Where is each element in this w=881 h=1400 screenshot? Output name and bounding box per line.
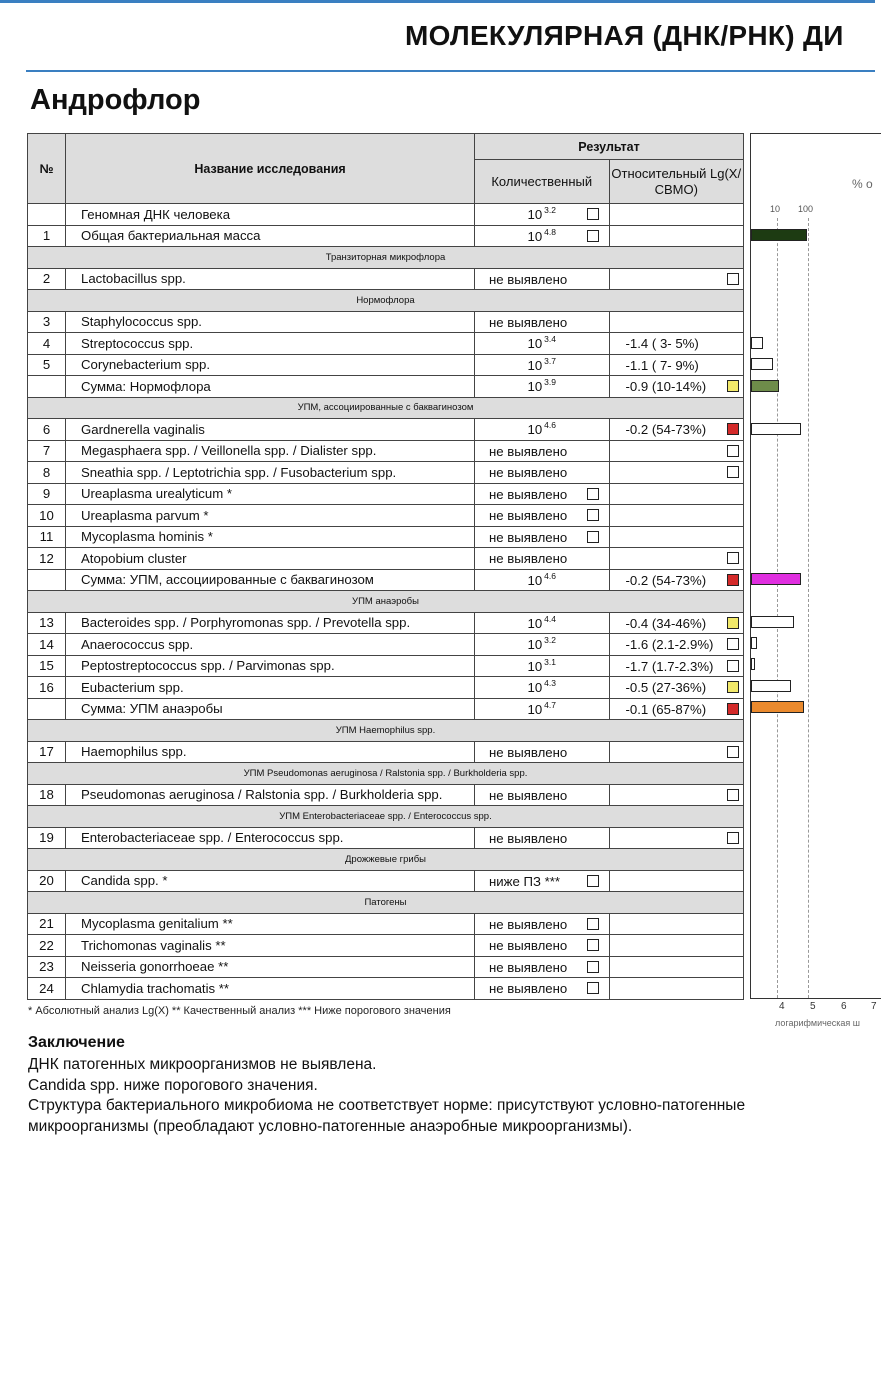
quant-cell	[475, 677, 610, 699]
quant-exponent: 3.4	[544, 334, 556, 344]
chart-tick-label: 4	[779, 1001, 785, 1012]
quant-text: не выявлено	[489, 830, 568, 846]
test-name: Staphylococcus spp.	[66, 311, 475, 333]
quant-cell	[475, 913, 610, 935]
page-header-title: МОЛЕКУЛЯРНАЯ (ДНК/РНК) ДИ	[405, 20, 844, 51]
rel-indicator	[727, 552, 739, 564]
table-row	[28, 870, 744, 892]
rel-cell	[609, 655, 744, 677]
quant-base: 10	[527, 336, 543, 351]
rel-value: -0.4 (34-46%)	[625, 615, 707, 631]
row-number	[28, 204, 66, 226]
quant-cell	[475, 827, 610, 849]
quant-cell	[475, 505, 610, 527]
quant-value	[475, 680, 609, 695]
table-row	[28, 376, 744, 398]
quant-checkbox	[587, 875, 599, 887]
table-row	[28, 569, 744, 591]
rel-value: -0.9 (10-14%)	[625, 379, 707, 394]
quant-base: 10	[527, 615, 543, 631]
chart-top-label-10: 10	[770, 204, 781, 214]
table-row	[28, 827, 744, 849]
test-name: Corynebacterium spp.	[66, 354, 475, 376]
quant-text: не выявлено	[489, 938, 568, 953]
table-row	[28, 204, 744, 226]
test-name: Peptostreptococcus spp. / Parvimonas spp.	[66, 655, 475, 677]
row-number: 22	[28, 935, 66, 957]
quant-checkbox	[587, 230, 599, 242]
rel-cell	[609, 935, 744, 957]
rel-indicator	[727, 832, 739, 844]
chart-bar	[751, 637, 757, 649]
quant-text: не выявлено	[489, 744, 568, 760]
chart-bar	[751, 337, 763, 349]
chart-bar	[751, 423, 801, 435]
table-row	[28, 978, 744, 1000]
rel-cell	[609, 827, 744, 849]
rel-indicator	[727, 380, 739, 392]
row-number	[28, 376, 66, 398]
quant-cell	[475, 483, 610, 505]
test-name: Mycoplasma hominis *	[66, 526, 475, 548]
rel-cell	[609, 569, 744, 591]
table-row	[28, 655, 744, 677]
table-row	[28, 913, 744, 935]
chart-bar	[751, 573, 801, 585]
table-row	[28, 225, 744, 247]
rel-cell	[609, 913, 744, 935]
chart-bar	[751, 658, 755, 670]
quant-value	[475, 637, 609, 652]
row-number: 1	[28, 225, 66, 247]
section-row	[28, 849, 744, 871]
chart-top-label-100: 100	[798, 204, 814, 214]
footnote: * Абсолютный анализ Lg(X) ** Качественный анализ *** Ниже порогового значения	[28, 1005, 451, 1017]
top-accent-line	[0, 0, 875, 3]
quant-text: не выявлено	[489, 916, 568, 932]
quant-text: не выявлено	[489, 486, 568, 502]
rel-value: -0.1 (65-87%)	[625, 701, 707, 717]
quant-exponent: 3.2	[544, 205, 556, 215]
col-header-rel: Относительный Lg(X/СВМО)	[609, 160, 744, 204]
test-name: Ureaplasma urealyticum *	[66, 483, 475, 505]
quant-cell	[475, 655, 610, 677]
rel-value: -1.7 (1.7-2.3%)	[625, 658, 714, 674]
row-number: 23	[28, 956, 66, 978]
rel-cell	[609, 354, 744, 376]
row-number: 17	[28, 741, 66, 763]
quant-value	[475, 422, 609, 437]
section-label: УПМ Pseudomonas aeruginosa / Ralstonia spp. / Burkholderia spp.	[28, 763, 744, 785]
section-label: Транзиторная микрофлора	[28, 247, 744, 269]
quant-cell	[475, 354, 610, 376]
section-row	[28, 806, 744, 828]
quant-cell	[475, 419, 610, 441]
quant-cell	[475, 935, 610, 957]
quant-value	[475, 379, 609, 394]
rel-cell	[609, 483, 744, 505]
row-number: 20	[28, 870, 66, 892]
results-table	[27, 133, 744, 1000]
row-number	[28, 698, 66, 720]
row-number: 6	[28, 419, 66, 441]
quant-checkbox	[587, 208, 599, 220]
quant-cell	[475, 698, 610, 720]
table-row	[28, 548, 744, 570]
table-row	[28, 483, 744, 505]
quant-text: не выявлено	[489, 551, 568, 566]
section-row	[28, 247, 744, 269]
test-name: Mycoplasma genitalium **	[66, 913, 475, 935]
quant-checkbox	[587, 488, 599, 500]
quant-cell	[475, 376, 610, 398]
quant-exponent: 4.3	[544, 678, 556, 688]
quant-cell	[475, 462, 610, 484]
row-number: 5	[28, 354, 66, 376]
page-title: Андрофлор	[30, 84, 201, 116]
conclusion-title: Заключение	[28, 1034, 125, 1051]
quant-cell	[475, 569, 610, 591]
rel-cell	[609, 634, 744, 656]
conclusion-line: Candida spp. ниже порогового значения.	[28, 1076, 318, 1094]
rel-indicator	[727, 789, 739, 801]
section-label: УПМ Haemophilus spp.	[28, 720, 744, 742]
row-number: 9	[28, 483, 66, 505]
section-row	[28, 290, 744, 312]
test-name: Enterobacteriaceae spp. / Enterococcus spp.	[66, 827, 475, 849]
rel-value: -1.4 ( 3- 5%)	[625, 336, 699, 351]
chart-tick-label: 5	[810, 1001, 816, 1012]
row-number: 4	[28, 333, 66, 355]
table-row	[28, 741, 744, 763]
quant-cell	[475, 225, 610, 247]
quant-text: не выявлено	[489, 787, 568, 803]
row-number: 19	[28, 827, 66, 849]
quant-base: 10	[527, 572, 543, 588]
quant-cell	[475, 956, 610, 978]
rel-cell	[609, 333, 744, 355]
quant-text: не выявлено	[489, 443, 568, 459]
header-divider	[26, 70, 875, 72]
section-label: Патогены	[28, 892, 744, 914]
table-row	[28, 462, 744, 484]
quant-base: 10	[527, 357, 543, 373]
table-row	[28, 612, 744, 634]
chart-frame	[750, 133, 881, 999]
quant-exponent: 4.4	[544, 613, 556, 624]
quant-cell	[475, 440, 610, 462]
rel-cell	[609, 311, 744, 333]
section-row	[28, 397, 744, 419]
conclusion-line: ДНК патогенных микроорганизмов не выявлена.	[28, 1056, 377, 1073]
table-row	[28, 268, 744, 290]
section-label: Дрожжевые грибы	[28, 849, 744, 871]
table-row	[28, 419, 744, 441]
quant-checkbox	[587, 918, 599, 930]
quant-exponent: 3.7	[544, 355, 556, 366]
test-name: Gardnerella vaginalis	[66, 419, 475, 441]
quant-text: не выявлено	[489, 465, 568, 480]
quant-exponent: 4.6	[544, 420, 556, 430]
test-name: Сумма: УПМ анаэробы	[66, 698, 475, 720]
row-number: 21	[28, 913, 66, 935]
rel-cell	[609, 462, 744, 484]
quant-text: не выявлено	[489, 271, 568, 287]
section-label: УПМ, ассоциированные с баквагинозом	[28, 397, 744, 419]
test-name: Trichomonas vaginalis **	[66, 935, 475, 957]
rel-value: -0.2 (54-73%)	[625, 422, 707, 437]
rel-cell	[609, 698, 744, 720]
rel-indicator	[727, 617, 739, 629]
row-number: 18	[28, 784, 66, 806]
rel-cell	[609, 978, 744, 1000]
row-number: 14	[28, 634, 66, 656]
table-row	[28, 956, 744, 978]
col-header-num: №	[28, 134, 66, 204]
table-row	[28, 440, 744, 462]
test-name: Eubacterium spp.	[66, 677, 475, 699]
row-number: 10	[28, 505, 66, 527]
quant-base: 10	[527, 228, 543, 244]
test-name: Haemophilus spp.	[66, 741, 475, 763]
test-name: Neisseria gonorrhoeae **	[66, 956, 475, 978]
quant-text: не выявлено	[489, 314, 568, 330]
chart-bar	[751, 358, 773, 370]
rel-indicator	[727, 445, 739, 457]
quant-value	[475, 613, 609, 631]
section-row	[28, 763, 744, 785]
row-number: 12	[28, 548, 66, 570]
quant-cell	[475, 548, 610, 570]
chart-tick-label: 6	[841, 1001, 847, 1012]
rel-cell	[609, 440, 744, 462]
quant-value	[475, 336, 609, 351]
quant-checkbox	[587, 509, 599, 521]
test-name: Геномная ДНК человека	[66, 204, 475, 226]
quant-base: 10	[527, 637, 543, 652]
rel-cell	[609, 268, 744, 290]
rel-value: -0.5 (27-36%)	[625, 680, 707, 695]
quant-base: 10	[527, 207, 543, 222]
chart-tick-label: 7	[871, 1001, 877, 1012]
test-name: Sneathia spp. / Leptotrichia spp. / Fusobacterium spp.	[66, 462, 475, 484]
quant-cell	[475, 784, 610, 806]
test-name: Atopobium cluster	[66, 548, 475, 570]
row-number: 24	[28, 978, 66, 1000]
test-name: Ureaplasma parvum *	[66, 505, 475, 527]
rel-cell	[609, 376, 744, 398]
test-name: Pseudomonas aeruginosa / Ralstonia spp. / Burkholderia spp.	[66, 784, 475, 806]
rel-indicator	[727, 746, 739, 758]
rel-indicator	[727, 466, 739, 478]
test-name: Сумма: Нормофлора	[66, 376, 475, 398]
table-row	[28, 505, 744, 527]
row-number: 2	[28, 268, 66, 290]
row-number	[28, 569, 66, 591]
rel-cell	[609, 225, 744, 247]
quant-checkbox	[587, 939, 599, 951]
rel-indicator	[727, 703, 739, 715]
quant-cell	[475, 268, 610, 290]
table-row	[28, 354, 744, 376]
rel-cell	[609, 204, 744, 226]
quant-cell	[475, 333, 610, 355]
table-row	[28, 634, 744, 656]
chart-gridline	[808, 218, 809, 998]
table-row	[28, 784, 744, 806]
results-body	[28, 204, 744, 1000]
rel-cell	[609, 956, 744, 978]
chart-bar	[751, 616, 794, 628]
table-row	[28, 677, 744, 699]
test-name: Candida spp. *	[66, 870, 475, 892]
table-row	[28, 935, 744, 957]
quant-cell	[475, 870, 610, 892]
test-name: Сумма: УПМ, ассоциированные с баквагинозом	[66, 569, 475, 591]
conclusion-line: Структура бактериального микробиома не соответствует норме: присутствуют условно-патогенные микроорганизмы (преобладают условно-патогенные анаэробные микроорганизмы).	[28, 1097, 746, 1135]
chart-bar	[751, 701, 804, 713]
chart-axis-label: логарифмическая ш	[775, 1018, 861, 1028]
row-number: 8	[28, 462, 66, 484]
rel-cell	[609, 526, 744, 548]
quant-base: 10	[527, 379, 543, 394]
quant-base: 10	[527, 680, 543, 695]
quant-text: ниже ПЗ ***	[489, 873, 560, 889]
row-number: 13	[28, 612, 66, 634]
test-name: Streptococcus spp.	[66, 333, 475, 355]
quant-exponent: 4.6	[544, 570, 556, 581]
rel-value: -1.1 ( 7- 9%)	[625, 357, 699, 373]
table-row	[28, 333, 744, 355]
quant-checkbox	[587, 961, 599, 973]
quant-text: не выявлено	[489, 529, 568, 545]
quant-value	[475, 656, 609, 674]
rel-indicator	[727, 660, 739, 672]
chart-bar	[751, 380, 779, 392]
test-name: Bacteroides spp. / Porphyromonas spp. / Prevotella spp.	[66, 612, 475, 634]
test-name: Megasphaera spp. / Veillonella spp. / Dialister spp.	[66, 440, 475, 462]
rel-cell	[609, 870, 744, 892]
chart-bar	[751, 229, 807, 241]
quant-cell	[475, 612, 610, 634]
quant-exponent: 3.1	[544, 656, 556, 667]
rel-value: -1.6 (2.1-2.9%)	[625, 637, 714, 652]
chart-bar	[751, 680, 791, 692]
quant-cell	[475, 204, 610, 226]
quant-exponent: 3.2	[544, 635, 556, 645]
quant-exponent: 3.9	[544, 377, 556, 387]
col-header-result: Результат	[475, 134, 744, 160]
section-row	[28, 591, 744, 613]
col-header-name: Название исследования	[66, 134, 475, 204]
col-header-quant: Количественный	[475, 160, 610, 204]
quant-text: не выявлено	[489, 508, 568, 523]
quant-cell	[475, 311, 610, 333]
chart-gridline	[777, 218, 778, 998]
rel-indicator	[727, 681, 739, 693]
test-name: Anaerococcus spp.	[66, 634, 475, 656]
table-row	[28, 698, 744, 720]
rel-cell	[609, 505, 744, 527]
table-row	[28, 526, 744, 548]
section-label: УПМ Enterobacteriaceae spp. / Enterococcus spp.	[28, 806, 744, 828]
quant-cell	[475, 526, 610, 548]
row-number: 11	[28, 526, 66, 548]
quant-text: не выявлено	[489, 981, 568, 996]
test-name: Lactobacillus spp.	[66, 268, 475, 290]
quant-value	[475, 699, 609, 717]
quant-value	[475, 355, 609, 373]
rel-indicator	[727, 423, 739, 435]
quant-base: 10	[527, 658, 543, 674]
rel-indicator	[727, 638, 739, 650]
test-name: Общая бактериальная масса	[66, 225, 475, 247]
quant-exponent: 4.7	[544, 699, 556, 710]
quant-checkbox	[587, 982, 599, 994]
conclusion-text	[28, 1055, 868, 1137]
test-name: Chlamydia trachomatis **	[66, 978, 475, 1000]
row-number: 16	[28, 677, 66, 699]
quant-base: 10	[527, 422, 543, 437]
quant-cell	[475, 741, 610, 763]
table-row	[28, 311, 744, 333]
rel-cell	[609, 741, 744, 763]
section-row	[28, 720, 744, 742]
quant-exponent: 4.8	[544, 226, 556, 237]
rel-cell	[609, 784, 744, 806]
row-number: 7	[28, 440, 66, 462]
chart-percent-label: % о	[852, 177, 873, 191]
row-number: 15	[28, 655, 66, 677]
section-label: Нормофлора	[28, 290, 744, 312]
rel-value: -0.2 (54-73%)	[625, 572, 707, 588]
rel-cell	[609, 419, 744, 441]
quant-base: 10	[527, 701, 543, 717]
rel-cell	[609, 548, 744, 570]
row-number: 3	[28, 311, 66, 333]
quant-text: не выявлено	[489, 959, 568, 975]
rel-cell	[609, 677, 744, 699]
section-label: УПМ анаэробы	[28, 591, 744, 613]
quant-checkbox	[587, 531, 599, 543]
quant-cell	[475, 634, 610, 656]
rel-indicator	[727, 574, 739, 586]
rel-cell	[609, 612, 744, 634]
section-row	[28, 892, 744, 914]
rel-indicator	[727, 273, 739, 285]
quant-cell	[475, 978, 610, 1000]
quant-value	[475, 570, 609, 588]
